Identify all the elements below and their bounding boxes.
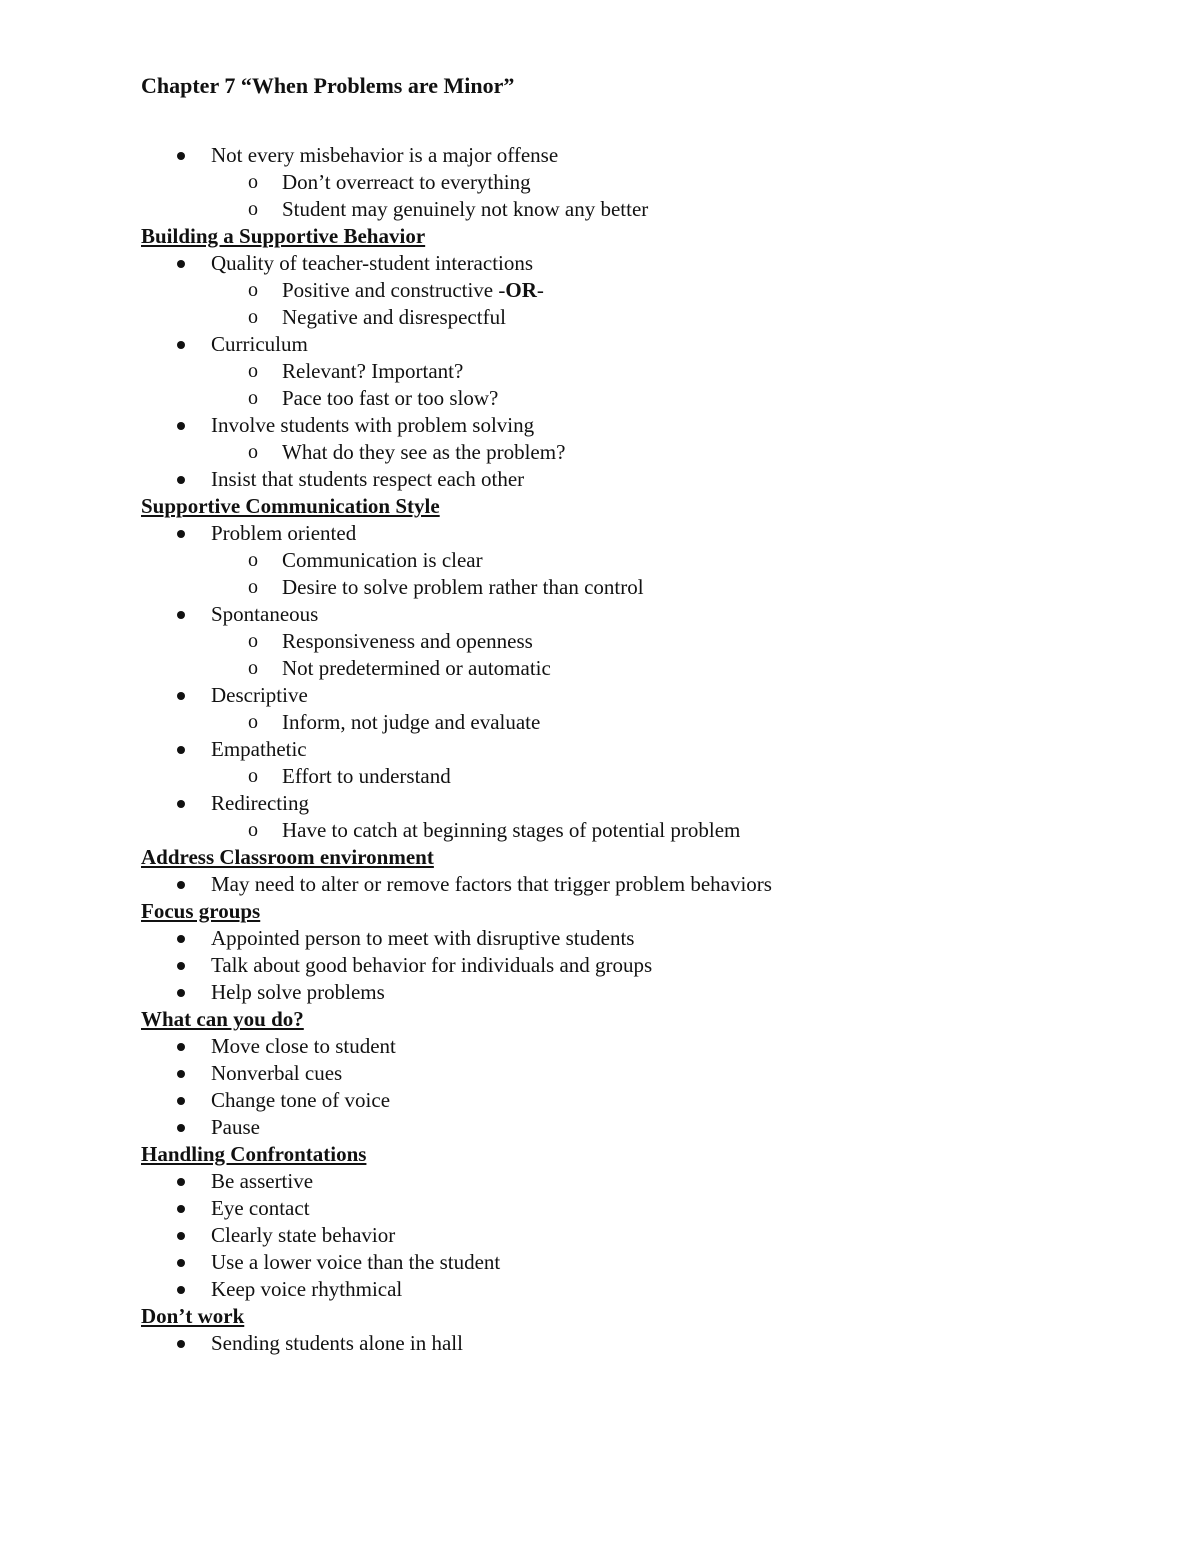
sub-list-item-text: Negative and disrespectful: [282, 305, 506, 329]
list-item-text: Not every misbehavior is a major offense: [211, 143, 559, 167]
sub-list-item-text: What do they see as the problem?: [282, 440, 566, 464]
list-item: [141, 1087, 1141, 1114]
sub-list-item: [141, 817, 1141, 844]
bullet-icon: [177, 422, 185, 430]
list-item-text: Talk about good behavior for individuals and groups: [211, 953, 653, 977]
bullet-icon: [177, 746, 185, 754]
sub-list-item: [141, 655, 1141, 682]
list-item-text: Sending students alone in hall: [211, 1331, 463, 1355]
list-item: [141, 736, 1141, 763]
list-item-text: Keep voice rhythmical: [211, 1277, 403, 1301]
list-item-text: Move close to student: [211, 1034, 396, 1058]
bullet-icon: [177, 1124, 185, 1132]
list-item-text: Eye contact: [211, 1196, 310, 1220]
list-item-text: Use a lower voice than the student: [211, 1250, 501, 1274]
list-item-text: Appointed person to meet with disruptive students: [211, 926, 635, 950]
section-heading: What can you do?: [141, 1007, 304, 1031]
sub-list-item: [141, 763, 1141, 790]
sub-bullet-icon: o: [248, 171, 258, 193]
bullet-icon: [177, 962, 185, 970]
sub-bullet-icon: o: [248, 279, 258, 301]
bullet-icon: [177, 611, 185, 619]
list-item: [141, 466, 1141, 493]
bullet-icon: [177, 935, 185, 943]
sub-bullet-icon: o: [248, 306, 258, 328]
sub-list-item: [141, 628, 1141, 655]
list-item: [141, 790, 1141, 817]
notes-content: [141, 142, 1141, 1357]
sub-bullet-icon: o: [248, 819, 258, 841]
list-item: [141, 1222, 1141, 1249]
sub-list-item: [141, 196, 1141, 223]
bullet-icon: [177, 1259, 185, 1267]
list-item-text: Insist that students respect each other: [211, 467, 525, 491]
sub-list-item: [141, 547, 1141, 574]
notes-section: [141, 898, 1141, 1006]
sub-list-item-text: Effort to understand: [282, 764, 451, 788]
sub-list-item-text: Don’t overreact to everything: [282, 170, 531, 194]
sub-list-item: [141, 574, 1141, 601]
list-item: [141, 1114, 1141, 1141]
bullet-icon: [177, 1340, 185, 1348]
bullet-icon: [177, 1205, 185, 1213]
sub-list-item-text: Relevant? Important?: [282, 359, 464, 383]
section-heading: Address Classroom environment: [141, 845, 434, 869]
sub-list-item-tail: -: [536, 278, 544, 302]
sub-bullet-icon: o: [248, 711, 258, 733]
sub-list-item-text: Pace too fast or too slow?: [282, 386, 499, 410]
sub-list-item-text: Positive and constructive -: [282, 278, 506, 302]
bullet-icon: [177, 1043, 185, 1051]
section-heading: Building a Supportive Behavior: [141, 224, 426, 248]
sub-list-item-text: Have to catch at beginning stages of potential problem: [282, 818, 741, 842]
list-item-text: Involve students with problem solving: [211, 413, 535, 437]
sub-bullet-icon: o: [248, 657, 258, 679]
list-item-text: Pause: [211, 1115, 260, 1139]
sub-list-item: [141, 277, 1141, 304]
list-item: [141, 1060, 1141, 1087]
bullet-icon: [177, 989, 185, 997]
list-item: [141, 871, 1141, 898]
list-item-text: Empathetic: [211, 737, 307, 761]
list-item-text: Descriptive: [211, 683, 308, 707]
sub-bullet-icon: o: [248, 360, 258, 382]
document-page: [141, 72, 1141, 1357]
list-item: [141, 331, 1141, 358]
sub-list-item: [141, 169, 1141, 196]
section-heading: Supportive Communication Style: [141, 494, 440, 518]
bullet-icon: [177, 881, 185, 889]
list-item-text: Change tone of voice: [211, 1088, 391, 1112]
list-item: [141, 1195, 1141, 1222]
bullet-icon: [177, 800, 185, 808]
bullet-icon: [177, 1178, 185, 1186]
list-item-text: Quality of teacher-student interactions: [211, 251, 534, 275]
notes-section: [141, 493, 1141, 844]
notes-section: [141, 844, 1141, 898]
page-title: Chapter 7 “When Problems are Minor”: [141, 73, 515, 98]
list-item: [141, 520, 1141, 547]
list-item: [141, 1033, 1141, 1060]
sub-list-item: [141, 709, 1141, 736]
emphasis-text: OR: [505, 278, 537, 302]
list-item: [141, 682, 1141, 709]
bullet-icon: [177, 530, 185, 538]
list-item: [141, 250, 1141, 277]
bullet-icon: [177, 1286, 185, 1294]
section-heading: Focus groups: [141, 899, 261, 923]
list-item-text: Be assertive: [211, 1169, 314, 1193]
list-item: [141, 412, 1141, 439]
sub-list-item-text: Inform, not judge and evaluate: [282, 710, 541, 734]
list-item: [141, 1330, 1141, 1357]
bullet-icon: [177, 152, 185, 160]
sub-bullet-icon: o: [248, 441, 258, 463]
list-item-text: Help solve problems: [211, 980, 385, 1004]
list-item: [141, 601, 1141, 628]
list-item-text: Nonverbal cues: [211, 1061, 343, 1085]
sub-bullet-icon: o: [248, 765, 258, 787]
list-item-text: Problem oriented: [211, 521, 357, 545]
list-item-text: Clearly state behavior: [211, 1223, 396, 1247]
list-item: [141, 1249, 1141, 1276]
sub-bullet-icon: o: [248, 198, 258, 220]
sub-list-item-text: Desire to solve problem rather than control: [282, 575, 644, 599]
sub-list-item-text: Student may genuinely not know any better: [282, 197, 649, 221]
list-item-text: Curriculum: [211, 332, 308, 356]
bullet-icon: [177, 692, 185, 700]
sub-bullet-icon: o: [248, 630, 258, 652]
bullet-icon: [177, 341, 185, 349]
sub-bullet-icon: o: [248, 576, 258, 598]
sub-list-item: [141, 385, 1141, 412]
bullet-icon: [177, 1232, 185, 1240]
list-item-text: Spontaneous: [211, 602, 319, 626]
notes-section: [141, 1006, 1141, 1141]
list-item: [141, 925, 1141, 952]
notes-section: [141, 1141, 1141, 1303]
sub-list-item: [141, 358, 1141, 385]
sub-list-item: [141, 439, 1141, 466]
list-item: [141, 979, 1141, 1006]
bullet-icon: [177, 1070, 185, 1078]
notes-section: [141, 223, 1141, 493]
sub-bullet-icon: o: [248, 387, 258, 409]
list-item: [141, 1168, 1141, 1195]
sub-list-item-text: Communication is clear: [282, 548, 483, 572]
section-heading: Don’t work: [141, 1304, 245, 1328]
sub-list-item-text: Responsiveness and openness: [282, 629, 533, 653]
notes-section: [141, 142, 1141, 223]
sub-list-item: [141, 304, 1141, 331]
list-item-text: Redirecting: [211, 791, 309, 815]
bullet-icon: [177, 476, 185, 484]
bullet-icon: [177, 260, 185, 268]
list-item-text: May need to alter or remove factors that trigger problem behaviors: [211, 872, 772, 896]
sub-list-item-text: Not predetermined or automatic: [282, 656, 551, 680]
list-item: [141, 952, 1141, 979]
list-item: [141, 1276, 1141, 1303]
section-heading: Handling Confrontations: [141, 1142, 367, 1166]
bullet-icon: [177, 1097, 185, 1105]
list-item: [141, 142, 1141, 169]
notes-section: [141, 1303, 1141, 1357]
sub-bullet-icon: o: [248, 549, 258, 571]
